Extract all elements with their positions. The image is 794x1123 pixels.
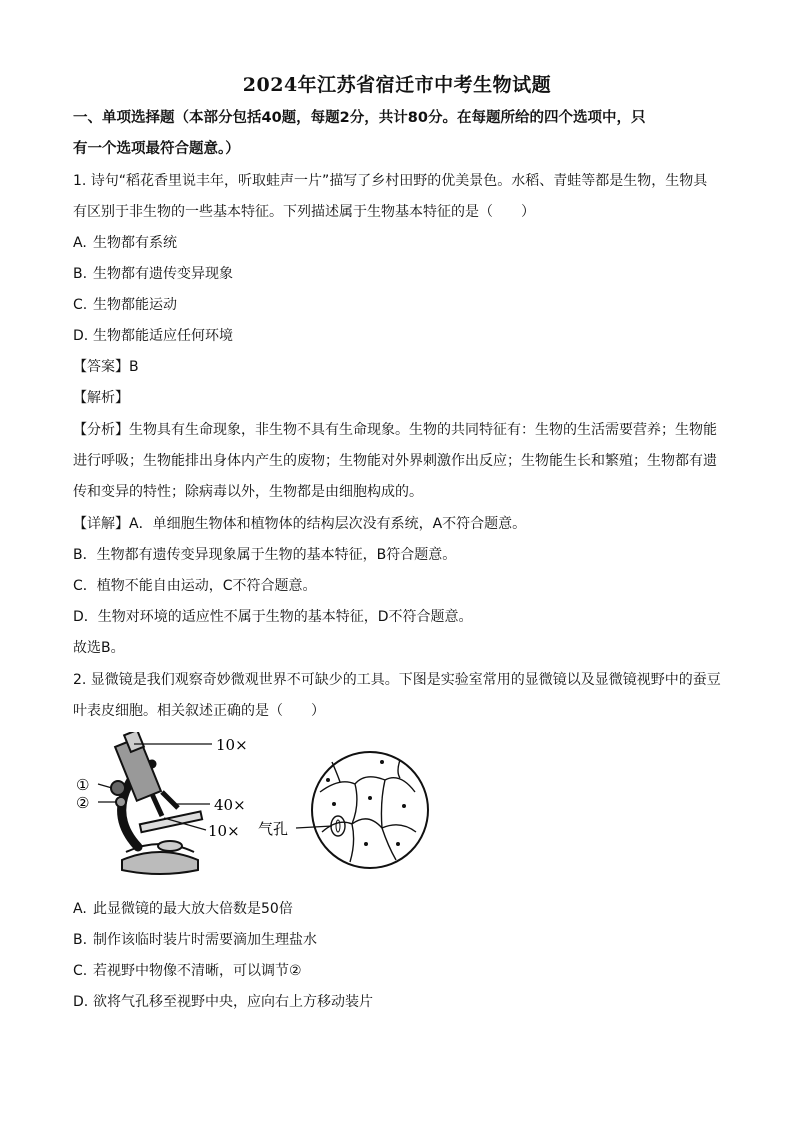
- option-letter: D.: [73, 994, 89, 1010]
- q1-stem-line2: 有区别于非生物的一些基本特征。下列描述属于生物基本特征的是（ ）: [73, 204, 535, 220]
- q2-option-d: [73, 992, 373, 1012]
- microscope-figure: [70, 732, 450, 882]
- q1-detail-line: B．生物都有遗传变异现象属于生物的基本特征，B符合题意。: [73, 547, 457, 563]
- q1-detail-line: C．植物不能自由运动，C不符合题意。: [73, 578, 317, 594]
- option-text: 生物都有遗传变异现象: [93, 266, 233, 282]
- option-letter: A.: [73, 901, 87, 917]
- option-text: 生物都能运动: [93, 297, 177, 313]
- q1-analysis-line3: 传和变异的特性；除病毒以外，生物都是由细胞构成的。: [73, 484, 423, 500]
- q2-option-b: [73, 930, 317, 950]
- option-letter: B.: [73, 932, 88, 948]
- option-text: 生物都有系统: [93, 235, 177, 251]
- q1-option-c: [73, 295, 177, 315]
- option-text: 欲将气孔移至视野中央，应向右上方移动装片: [93, 994, 373, 1010]
- section-heading-line2: 有一个选项最符合题意。）: [73, 141, 240, 157]
- page-title: 2024年江苏省宿迁市中考生物试题: [242, 74, 552, 96]
- option-text: 制作该临时装片时需要滴加生理盐水: [93, 932, 317, 948]
- option-letter: A.: [73, 235, 87, 251]
- option-letter: B.: [73, 266, 88, 282]
- option-text: 生物都能适应任何环境: [93, 328, 233, 344]
- q1-answer: 【答案】B: [73, 359, 139, 375]
- marker-2-label: ②: [76, 794, 90, 812]
- q1-analysis-line1: 【分析】生物具有生命现象，非生物不具有生命现象。生物的共同特征有：生物的生活需要营养；生物能: [73, 422, 717, 438]
- section-heading-line1: 一、单项选择题（本部分包括40题，每题2分，共计80分。在每题所给的四个选项中，只: [73, 110, 646, 126]
- option-text: 此显微镜的最大放大倍数是50倍: [93, 901, 293, 917]
- option-letter: C.: [73, 963, 88, 979]
- q1-detail-line: 【详解】A．单细胞生物体和植物体的结构层次没有系统，A不符合题意。: [73, 516, 527, 532]
- q1-option-a: [73, 233, 177, 253]
- q1-analysis-line2: 进行呼吸；生物能排出身体内产生的废物；生物能对外界刺激作出反应；生物能生长和繁殖；生物都有遗: [73, 453, 717, 469]
- q2-stem-line1: 2. 显微镜是我们观察奇妙微观世界不可缺少的工具。下图是实验室常用的显微镜以及显微镜视野中的蚕豆: [73, 672, 721, 688]
- stoma-label: 气孔: [258, 820, 289, 838]
- q1-option-d: [73, 326, 233, 346]
- q1-option-b: [73, 264, 233, 284]
- microscope-diagram: [70, 732, 450, 882]
- objective-high-label: 40×: [214, 796, 246, 814]
- q1-detail-line: 故选B。: [73, 640, 125, 656]
- eyepiece-label: 10×: [216, 736, 248, 754]
- option-text: 若视野中物像不清晰，可以调节②: [93, 963, 302, 979]
- q2-stem-line2: 叶表皮细胞。相关叙述正确的是（ ）: [73, 703, 325, 719]
- option-letter: D.: [73, 328, 89, 344]
- objective-low-label: 10×: [208, 822, 240, 840]
- q1-detail-line: D．生物对环境的适应性不属于生物的基本特征，D不符合题意。: [73, 609, 473, 625]
- marker-1-label: ①: [76, 776, 90, 794]
- q1-stem-line1: 1. 诗句“稻花香里说丰年，听取蛙声一片”描写了乡村田野的优美景色。水稻、青蛙等都是生物，生物具: [73, 173, 708, 189]
- q2-option-c: [73, 961, 302, 981]
- q2-option-a: [73, 899, 293, 919]
- option-letter: C.: [73, 297, 88, 313]
- q1-analysis-tag: 【解析】: [73, 390, 129, 406]
